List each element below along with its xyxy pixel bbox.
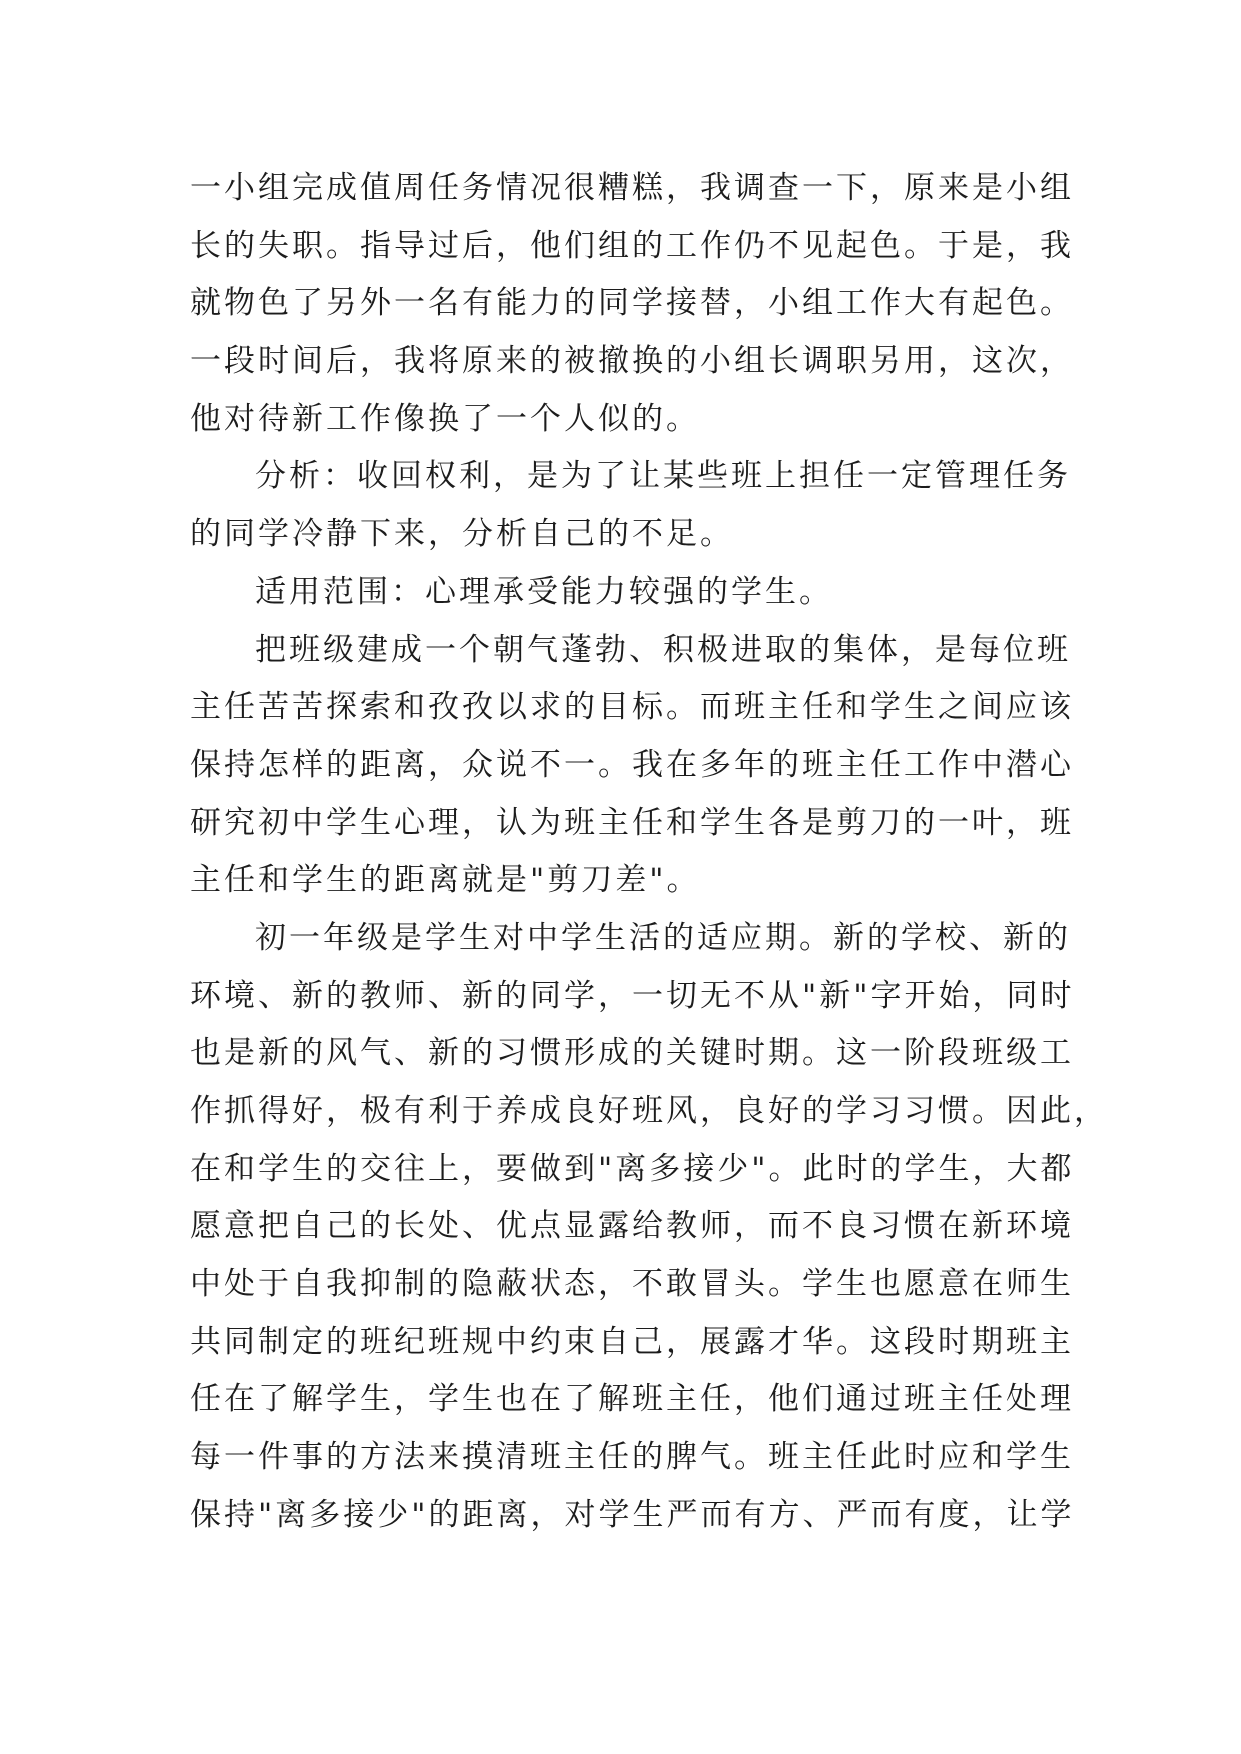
text-line: 主任苦苦探索和孜孜以求的目标。而班主任和学生之间应该: [190, 689, 1074, 726]
text-line: 在和学生的交往上，要做到"离多接少"。此时的学生，大都: [190, 1150, 1075, 1187]
text-line: 环境、新的教师、新的同学，一切无不从"新"字开始，同时: [190, 977, 1075, 1014]
text-line: 的同学冷静下来，分析自己的不足。: [190, 516, 734, 553]
text-line: 一小组完成值周任务情况很糟糕，我调查一下，原来是小组: [190, 170, 1074, 206]
text-line: 中处于自我抑制的隐蔽状态，不敢冒头。学生也愿意在师生: [190, 1266, 1074, 1303]
text-line: 一段时间后，我将原来的被撤换的小组长调职另用，这次，: [190, 343, 1074, 380]
text-line: 共同制定的班纪班规中约束自己，展露才华。这段时期班主: [190, 1323, 1074, 1360]
text-line: 研究初中学生心理，认为班主任和学生各是剪刀的一叶，班: [190, 804, 1074, 841]
text-line: 他对待新工作像换了一个人似的。: [190, 400, 700, 437]
text-line: 任在了解学生，学生也在了解班主任，他们通过班主任处理: [190, 1381, 1074, 1418]
text-line: 主任和学生的距离就是"剪刀差"。: [190, 862, 701, 899]
text-line: 也是新的风气、新的习惯形成的关键时期。这一阶段班级工: [190, 1035, 1074, 1072]
text-line: 保持怎样的距离，众说不一。我在多年的班主任工作中潜心: [190, 746, 1074, 783]
paragraph-start-line: 把班级建成一个朝气蓬勃、积极进取的集体，是每位班: [255, 631, 1071, 668]
paragraph-start-line: 初一年级是学生对中学生活的适应期。新的学校、新的: [255, 919, 1071, 956]
text-line: 每一件事的方法来摸清班主任的脾气。班主任此时应和学生: [190, 1439, 1074, 1476]
document-body: [190, 160, 1108, 1545]
text-line: 保持"离多接少"的距离，对学生严而有方、严而有度，让学: [190, 1496, 1075, 1533]
text-line: 长的失职。指导过后，他们组的工作仍不见起色。于是，我: [190, 227, 1074, 264]
text-line: 愿意把自己的长处、优点显露给教师，而不良习惯在新环境: [190, 1208, 1074, 1245]
scope-line: 适用范围：心理承受能力较强的学生。: [255, 573, 833, 610]
text-line: 就物色了另外一名有能力的同学接替，小组工作大有起色。: [190, 285, 1074, 322]
text-line: 作抓得好，极有利于养成良好班风，良好的学习习惯。因此，: [190, 1093, 1108, 1129]
analysis-line: 分析：收回权利，是为了让某些班上担任一定管理任务: [255, 458, 1071, 495]
